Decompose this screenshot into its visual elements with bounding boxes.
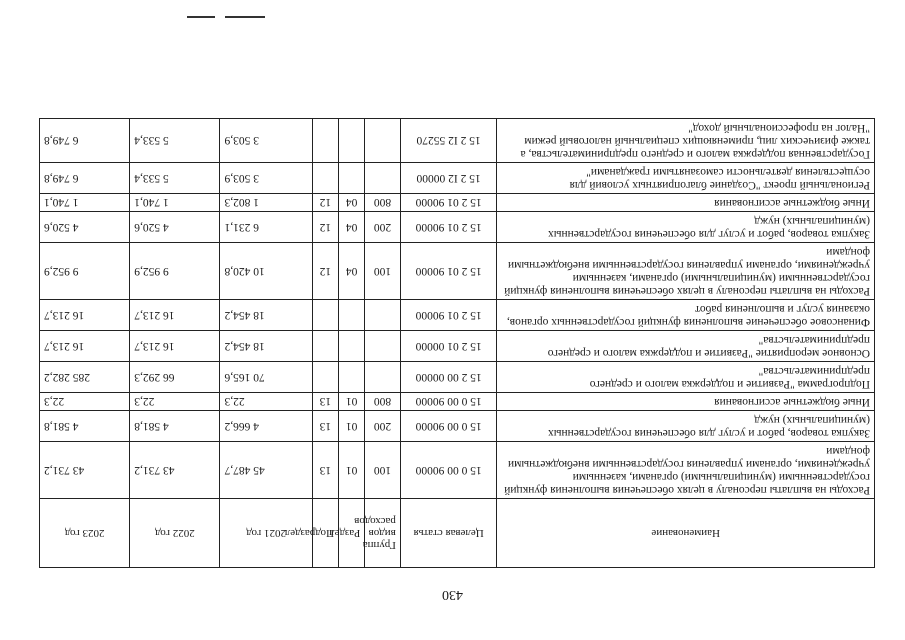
row-target: 15 2 01 90000 bbox=[400, 194, 497, 212]
row-2021: 22,3 bbox=[220, 393, 312, 411]
row-target: 15 0 00 90000 bbox=[400, 411, 497, 442]
row-2023: 4 520,6 bbox=[40, 212, 130, 243]
row-target: 15 0 00 90000 bbox=[400, 442, 497, 499]
row-section bbox=[339, 331, 365, 362]
row-subsection bbox=[312, 331, 338, 362]
row-group: 100 bbox=[365, 243, 401, 300]
header-2022: 2022 год bbox=[130, 499, 220, 568]
row-name: Региональный проект "Создание благоприятных условий для осуществления деятельности самозанятыми гражданами" bbox=[497, 163, 875, 194]
scan-mark bbox=[187, 16, 215, 18]
row-name: Расходы на выплаты персоналу в целях обеспечения выполнения функций государственными (муниципальными) органами, казенными учреждениями, органами управления государственными внебюджетными фондами bbox=[497, 442, 875, 499]
row-section: 01 bbox=[339, 393, 365, 411]
row-2022: 16 213,7 bbox=[130, 300, 220, 331]
row-section bbox=[339, 362, 365, 393]
scan-mark bbox=[225, 16, 265, 18]
row-subsection: 13 bbox=[312, 442, 338, 499]
row-2022: 1 740,1 bbox=[130, 194, 220, 212]
row-2021: 10 420,8 bbox=[220, 243, 312, 300]
table-row bbox=[40, 362, 875, 393]
header-2023: 2023 год bbox=[40, 499, 130, 568]
row-target: 15 2 I2 55270 bbox=[400, 119, 497, 163]
row-2023: 285 282,2 bbox=[40, 362, 130, 393]
row-group bbox=[365, 362, 401, 393]
header-2021: 2021 год bbox=[220, 499, 312, 568]
row-target: 15 2 01 90000 bbox=[400, 243, 497, 300]
row-section bbox=[339, 119, 365, 163]
row-2021: 3 503,9 bbox=[220, 163, 312, 194]
row-2023: 16 213,7 bbox=[40, 300, 130, 331]
page-number: 430 bbox=[442, 587, 463, 602]
row-group bbox=[365, 300, 401, 331]
row-target: 15 2 I2 00000 bbox=[400, 163, 497, 194]
row-2021: 18 454,2 bbox=[220, 331, 312, 362]
row-2023: 6 749,8 bbox=[40, 119, 130, 163]
table-row bbox=[40, 411, 875, 442]
row-2023: 6 749,8 bbox=[40, 163, 130, 194]
header-name: Наименование bbox=[497, 499, 875, 568]
row-section: 01 bbox=[339, 411, 365, 442]
row-name: Подпрограмма "Развитие и поддержка малого и среднего предпринимательства" bbox=[497, 362, 875, 393]
table-row bbox=[40, 243, 875, 300]
row-name: Иные бюджетные ассигнования bbox=[497, 393, 875, 411]
row-2022: 9 952,9 bbox=[130, 243, 220, 300]
row-name: Основное мероприятие "Развитие и поддержка малого и среднего предпринимательства" bbox=[497, 331, 875, 362]
row-name: Закупка товаров, работ и услуг для обеспечения государственных (муниципальных) нужд bbox=[497, 411, 875, 442]
header-subsection: Подраздел bbox=[312, 499, 338, 568]
row-subsection bbox=[312, 119, 338, 163]
table-header-row bbox=[40, 499, 875, 568]
row-section: 01 bbox=[339, 442, 365, 499]
row-2021: 4 666,2 bbox=[220, 411, 312, 442]
row-2022: 5 533,4 bbox=[130, 163, 220, 194]
row-target: 15 2 01 90000 bbox=[400, 212, 497, 243]
row-2021: 18 454,2 bbox=[220, 300, 312, 331]
table-row bbox=[40, 119, 875, 163]
row-subsection bbox=[312, 362, 338, 393]
row-subsection bbox=[312, 300, 338, 331]
row-2023: 4 581,8 bbox=[40, 411, 130, 442]
row-2021: 70 165,6 bbox=[220, 362, 312, 393]
row-target: 15 2 00 00000 bbox=[400, 362, 497, 393]
row-2022: 4 581,8 bbox=[130, 411, 220, 442]
table-row bbox=[40, 194, 875, 212]
row-name: Финансовое обеспечение выполнения функций государственных органов, оказания услуг и выполнения работ bbox=[497, 300, 875, 331]
table-row bbox=[40, 442, 875, 499]
header-section: Раздел bbox=[339, 499, 365, 568]
row-name: Государственная поддержка малого и среднего предпринимательства, а также физических лиц, применяющих специальный налоговый режим "Налог на профессиональный доход" bbox=[497, 119, 875, 163]
row-2021: 6 231,1 bbox=[220, 212, 312, 243]
table-row bbox=[40, 393, 875, 411]
row-group: 800 bbox=[365, 393, 401, 411]
row-target: 15 2 01 00000 bbox=[400, 331, 497, 362]
table-row bbox=[40, 331, 875, 362]
row-group: 800 bbox=[365, 194, 401, 212]
row-2022: 5 533,4 bbox=[130, 119, 220, 163]
row-subsection bbox=[312, 163, 338, 194]
row-2023: 43 731,2 bbox=[40, 442, 130, 499]
row-section bbox=[339, 300, 365, 331]
header-group: Группа видов расходов bbox=[365, 499, 401, 568]
table-row bbox=[40, 300, 875, 331]
row-subsection: 12 bbox=[312, 194, 338, 212]
header-target: Целевая статья bbox=[400, 499, 497, 568]
row-section: 04 bbox=[339, 243, 365, 300]
row-group: 200 bbox=[365, 212, 401, 243]
row-2021: 3 503,9 bbox=[220, 119, 312, 163]
row-group bbox=[365, 331, 401, 362]
row-2022: 43 731,2 bbox=[130, 442, 220, 499]
row-group: 100 bbox=[365, 442, 401, 499]
row-name: Расходы на выплаты персоналу в целях обеспечения выполнения функций государственными (муниципальными) органами, казенными учреждениями, органами управления государственными внебюджетными фондами bbox=[497, 243, 875, 300]
table-row bbox=[40, 212, 875, 243]
row-name: Закупка товаров, работ и услуг для обеспечения государственных (муниципальных) нужд bbox=[497, 212, 875, 243]
row-2022: 4 520,6 bbox=[130, 212, 220, 243]
row-subsection: 12 bbox=[312, 212, 338, 243]
row-2023: 1 740,1 bbox=[40, 194, 130, 212]
row-name: Иные бюджетные ассигнования bbox=[497, 194, 875, 212]
row-section bbox=[339, 163, 365, 194]
row-2021: 45 487,7 bbox=[220, 442, 312, 499]
row-group bbox=[365, 163, 401, 194]
table-row bbox=[40, 163, 875, 194]
row-subsection: 13 bbox=[312, 411, 338, 442]
row-2023: 22,3 bbox=[40, 393, 130, 411]
row-target: 15 2 01 90000 bbox=[400, 300, 497, 331]
row-group: 200 bbox=[365, 411, 401, 442]
row-2023: 16 213,7 bbox=[40, 331, 130, 362]
budget-table bbox=[39, 118, 875, 568]
row-section: 04 bbox=[339, 194, 365, 212]
row-2021: 1 802,3 bbox=[220, 194, 312, 212]
row-2022: 22,3 bbox=[130, 393, 220, 411]
row-group bbox=[365, 119, 401, 163]
row-target: 15 0 00 90000 bbox=[400, 393, 497, 411]
row-2022: 16 213,7 bbox=[130, 331, 220, 362]
row-subsection: 13 bbox=[312, 393, 338, 411]
row-subsection: 12 bbox=[312, 243, 338, 300]
row-2023: 9 952,9 bbox=[40, 243, 130, 300]
row-2022: 66 292,3 bbox=[130, 362, 220, 393]
row-section: 04 bbox=[339, 212, 365, 243]
